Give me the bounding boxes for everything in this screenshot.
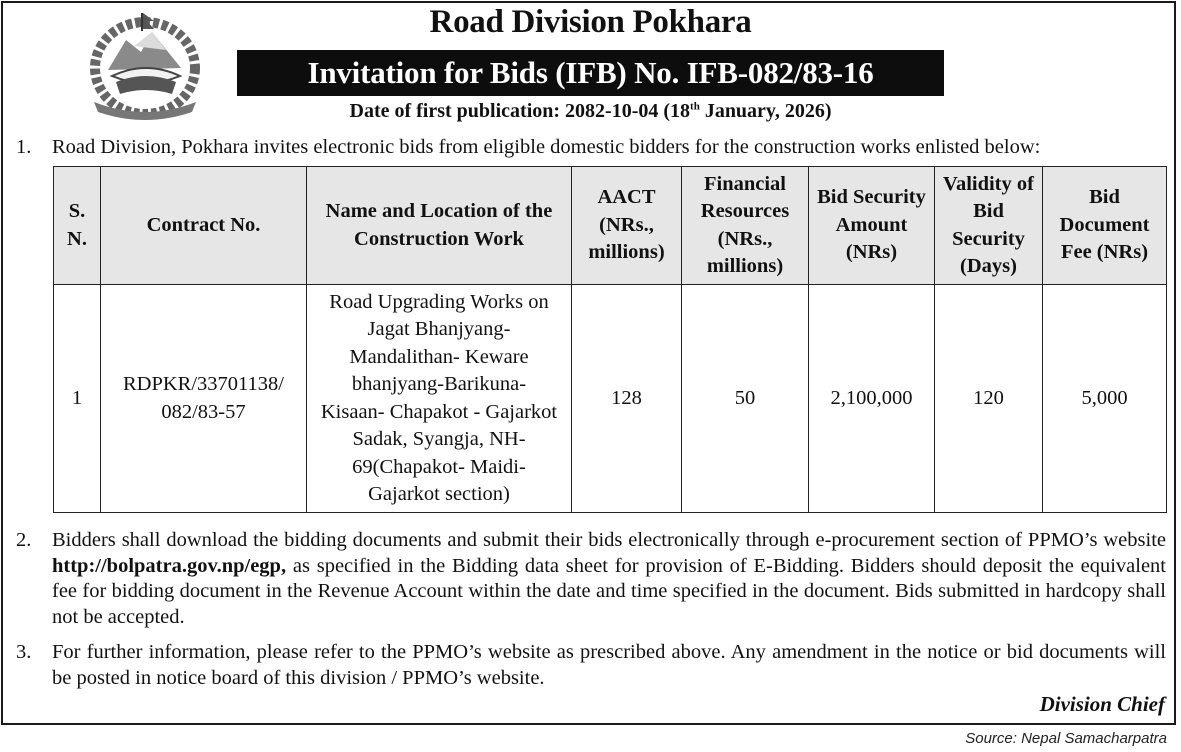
col-contract-no: Contract No. (101, 167, 307, 285)
egp-link[interactable]: http://bolpatra.gov.np/egp, (52, 554, 287, 577)
col-doc-fee: Bid Document Fee (NRs) (1043, 167, 1167, 285)
paragraph-number: 2. (16, 529, 32, 551)
paragraph-3 (16, 640, 1166, 691)
paragraph-1 (16, 135, 1166, 161)
col-bid-security: Bid Security Amount (NRs) (809, 167, 935, 285)
paragraph-text: Road Division, Pokhara invites electronic bids from eligible domestic bidders for the construction works enlisted below: (52, 136, 1041, 158)
paragraph-text (52, 528, 1166, 630)
paragraph-number: 3. (16, 641, 32, 663)
paragraph-2-text-end: as specified in the Bidding data sheet for provision of E-Bidding. Bidders should deposit the equivalent fee for bidding document in the Revenue Account within the date and time specified in the document. Bids submitted in hardcopy shall not be accepted. (52, 554, 1166, 628)
cell-validity: 120 (935, 285, 1043, 513)
col-validity: Validity of Bid Security (Days) (935, 167, 1043, 285)
col-financial-resources: Financial Resources (NRs., millions) (682, 167, 809, 285)
table-row (54, 285, 1167, 513)
paragraph-2 (16, 528, 1166, 630)
table-header-row (54, 167, 1167, 285)
signature: Division Chief (1039, 692, 1165, 716)
paragraph-2-text-start: Bidders shall download the bidding documents and submit their bids electronically through e-procurement section of PPMO’s website (52, 529, 1166, 551)
organization-title: Road Division Pokhara (429, 4, 752, 40)
source-credit: Source: Nepal Samacharpatra (965, 730, 1167, 747)
col-sn: S. N. (54, 167, 101, 285)
col-work-name: Name and Location of the Construction Work (307, 167, 572, 285)
publication-date-suffix: January, 2026) (699, 100, 832, 122)
col-aact: AACT (NRs., millions) (572, 167, 682, 285)
cell-work-name: Road Upgrading Works on Jagat Bhanjyang- Mandalithan- Keware bhanjyang-Barikuna- Kisaan- Chapakot - Gajarkot Sadak, Syangja, NH-69(Chapakot- Maidi- Gajarkot section) (307, 285, 572, 513)
publication-date (0, 100, 1181, 123)
publication-date-sup: th (690, 100, 700, 113)
paragraph-text: For further information, please refer to the PPMO’s website as prescribed above. Any amendment in the notice or bid documents will be posted in notice board of this division / PPMO’s website. (52, 641, 1166, 689)
ifb-title: Invitation for Bids (IFB) No. IFB-082/83-16 (307, 55, 874, 90)
bids-table (53, 166, 1167, 513)
cell-contract-no: RDPKR/33701138/ 082/83-57 (101, 285, 307, 513)
cell-financial-resources: 50 (682, 285, 809, 513)
cell-bid-security: 2,100,000 (809, 285, 935, 513)
cell-doc-fee: 5,000 (1043, 285, 1167, 513)
cell-sn: 1 (54, 285, 101, 513)
paragraph-number: 1. (16, 136, 32, 158)
cell-aact: 128 (572, 285, 682, 513)
ifb-number-banner (237, 50, 944, 96)
publication-date-prefix: Date of first publication: 2082-10-04 (18 (349, 100, 691, 122)
